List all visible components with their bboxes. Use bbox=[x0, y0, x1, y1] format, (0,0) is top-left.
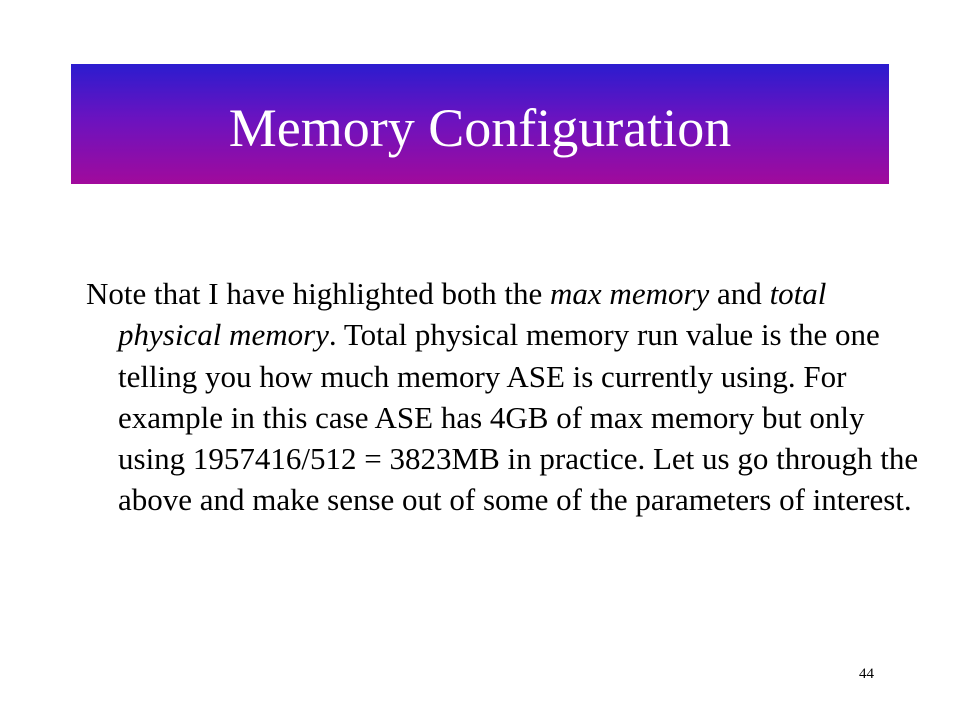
body-emphasis-total-physical-memory: total physical memory bbox=[118, 276, 827, 353]
body-emphasis-max-memory: max memory bbox=[550, 276, 710, 311]
page-number: 44 bbox=[859, 666, 874, 682]
body-paragraph bbox=[86, 273, 930, 521]
body-text-part-1: Note that I have highlighted both the bbox=[86, 276, 551, 311]
title-banner bbox=[71, 64, 889, 184]
body-text-part-3: . Total physical memory run value is the one telling you how much memory ASE is currently using. For example in this case ASE has 4GB of max memory but only using 1957416/512 = 3823MB in practice. Let us go through the above and make sense out of some of the parameters of interest. bbox=[118, 317, 919, 518]
slide-title: Memory Configuration bbox=[228, 98, 732, 158]
body-text-part-2: and bbox=[709, 276, 770, 311]
